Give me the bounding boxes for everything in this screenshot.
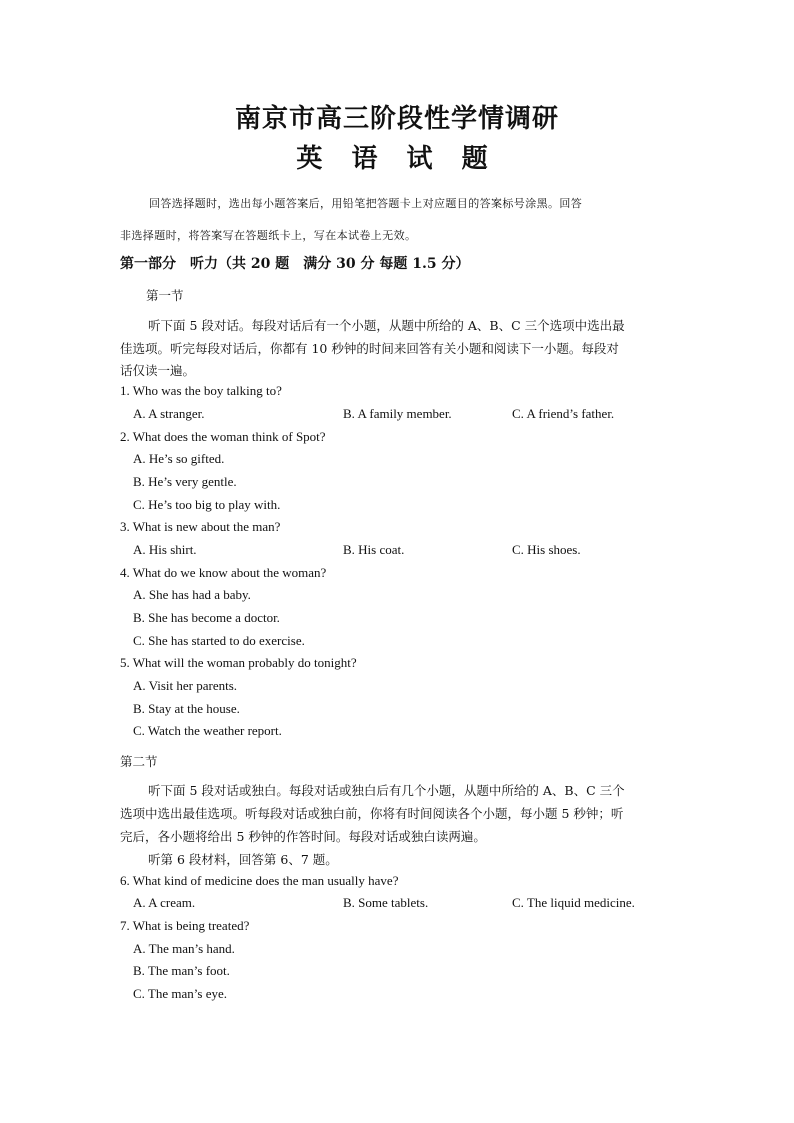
question-3-option-a: A. His shirt. [133,542,197,557]
question-6: 6. What kind of medicine does the man usually have? [120,873,399,888]
question-3: 3. What is new about the man? [120,519,281,534]
question-7-option-a: A. The man’s hand. [133,941,235,956]
question-2: 2. What does the woman think of Spot? [120,429,326,444]
instruction-line-1: 回答选择题时，选出每小题答案后，用铅笔把答题卡上对应题目的答案标号涂黑。回答 [149,197,583,210]
question-6-option-c: C. The liquid medicine. [512,895,635,910]
question-5: 5. What will the woman probably do tonight? [120,655,357,670]
instruction-line-2: 非选择题时，将答案写在答题纸卡上，写在本试卷上无效。 [120,229,417,242]
question-4: 4. What do we know about the woman? [120,565,327,580]
part1-heading: 第一部分 听力（共 20 题 满分 30 分 每题 1.5 分） [120,256,470,272]
section1-directions-line-1: 听下面 5 段对话。每段对话后有一个小题，从题中所给的 A、B、C 三个选项中选出最 [148,318,625,333]
section1-directions-line-3: 话仅读一遍。 [120,363,196,378]
question-6-option-a: A. A cream. [133,895,196,910]
question-2-option-b: B. He’s very gentle. [133,474,237,489]
question-5-option-c: C. Watch the weather report. [133,723,282,738]
section2-directions-line-3: 完后，各小题将给出 5 秒钟的作答时间。每段对话或独白读两遍。 [120,829,486,844]
question-5-option-b: B. Stay at the house. [133,701,240,716]
question-7-option-c: C. The man’s eye. [133,986,227,1001]
question-6-option-b: B. Some tablets. [343,895,429,910]
question-1-option-b: B. A family member. [343,406,452,421]
section2-directions-line-2: 选项中选出最佳选项。听每段对话或独白前，你将有时间阅读各个小题，每小题 5 秒钟；听 [120,806,624,821]
material-note: 听第 6 段材料，回答第 6、7 题。 [148,852,338,867]
question-5-option-a: A. Visit her parents. [133,678,238,693]
section2-directions-line-1: 听下面 5 段对话或独白。每段对话或独白后有几个小题，从题中所给的 A、B、C 三个 [148,783,625,798]
section1-directions-line-2: 佳选项。听完每段对话后，你都有 10 秒钟的时间来回答有关小题和阅读下一小题。每段对 [120,341,619,356]
section1-label: 第一节 [146,288,184,303]
page-title: 南京市高三阶段性学情调研 [234,104,559,134]
question-7: 7. What is being treated? [120,918,250,933]
question-2-option-c: C. He’s too big to play with. [133,497,281,512]
section2-label: 第二节 [120,754,158,769]
question-2-option-a: A. He’s so gifted. [133,451,225,466]
question-1-option-c: C. A friend’s father. [512,406,615,421]
question-4-option-a: A. She has had a baby. [133,587,251,602]
page-subtitle: 英 语 试 题 [296,144,498,174]
question-4-option-b: B. She has become a doctor. [133,610,280,625]
question-3-option-b: B. His coat. [343,542,405,557]
question-7-option-b: B. The man’s foot. [133,963,230,978]
question-4-option-c: C. She has started to do exercise. [133,633,305,648]
question-1: 1. Who was the boy talking to? [120,383,282,398]
question-1-option-a: A. A stranger. [133,406,205,421]
question-3-option-c: C. His shoes. [512,542,581,557]
